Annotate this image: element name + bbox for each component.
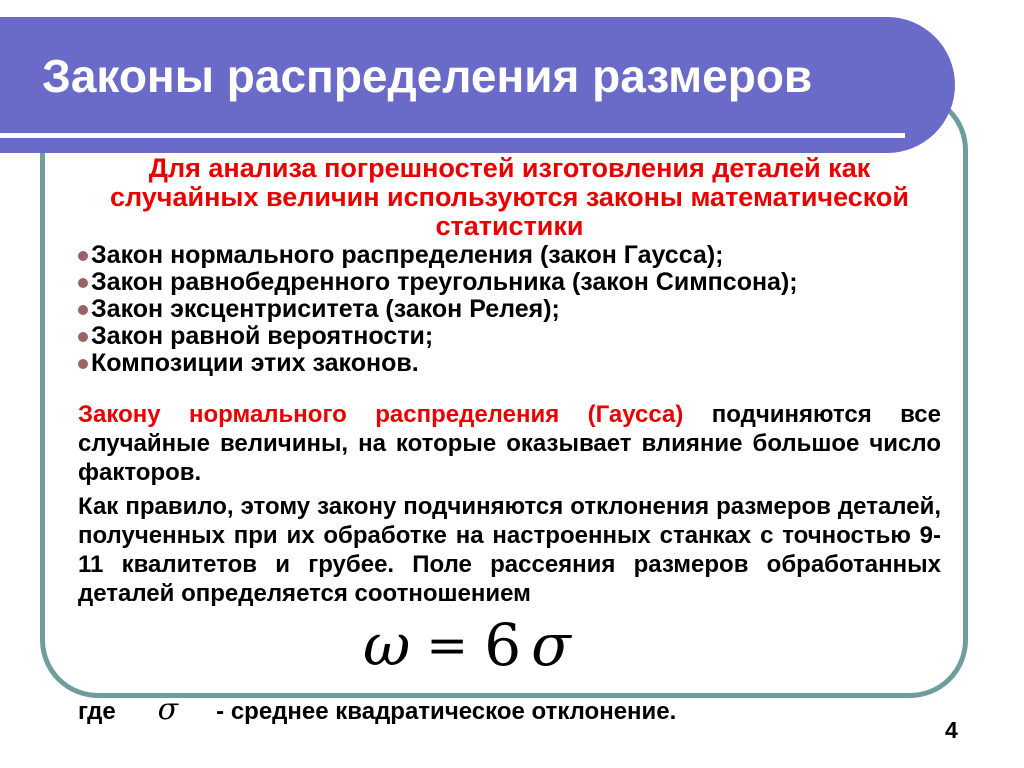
- list-item-label: Закон равной вероятности;: [91, 322, 434, 350]
- bullet-icon: [78, 278, 88, 288]
- bullet-icon: [78, 251, 88, 261]
- bullet-icon: [78, 332, 88, 342]
- page-number: 4: [945, 717, 958, 743]
- sigma-symbol: σ: [531, 611, 571, 679]
- sigma-symbol: σ: [157, 692, 179, 727]
- bullet-icon: [78, 305, 88, 315]
- coefficient-6: 6: [484, 611, 522, 679]
- intro-statement: Для анализа погрешностей изготовления деталей как случайных величин используются законы математической статистики: [109, 153, 910, 241]
- paragraph-red-lead: Закону нормального распределения (Гаусса): [78, 401, 684, 428]
- list-item-label: Композиции этих законов.: [91, 349, 419, 377]
- list-item: [78, 323, 941, 350]
- formula-omega-equals-6-sigma: [363, 611, 941, 679]
- equals-sign: =: [426, 616, 469, 674]
- slide-body: [45, 97, 963, 727]
- bullet-icon: [78, 359, 88, 369]
- list-item-label: Закон нормального распределения (закон Гаусса);: [91, 241, 724, 269]
- list-item: [78, 269, 941, 296]
- where-label: где: [78, 698, 116, 725]
- paragraph-scatter-field: Как правило, этому закону подчиняются отклонения размеров деталей, полученных при их обработке на настроенных станках с точностью 9-11 квалитетов и грубее. Поле рассеяния размеров обработанных деталей определяется соотношением: [78, 493, 941, 607]
- list-item-label: Закон эксцентриситета (закон Релея);: [91, 295, 560, 323]
- list-item: [78, 296, 941, 323]
- formula-legend: [78, 692, 941, 727]
- slide-title: Законы распределения размеров: [42, 50, 813, 102]
- laws-bullet-list: [78, 242, 941, 377]
- paragraph-gauss-law: [78, 400, 941, 487]
- omega-symbol: ω: [363, 611, 411, 679]
- sigma-definition: - среднее квадратическое отклонение.: [216, 698, 677, 725]
- list-item-label: Закон равнобедренного треугольника (закон Симпсона);: [91, 268, 798, 296]
- list-item: [78, 242, 941, 269]
- paragraph-rest: подчиняются все случайные величины, на которые оказывает влияние большое число факторов.: [78, 401, 942, 486]
- list-item: [78, 350, 941, 377]
